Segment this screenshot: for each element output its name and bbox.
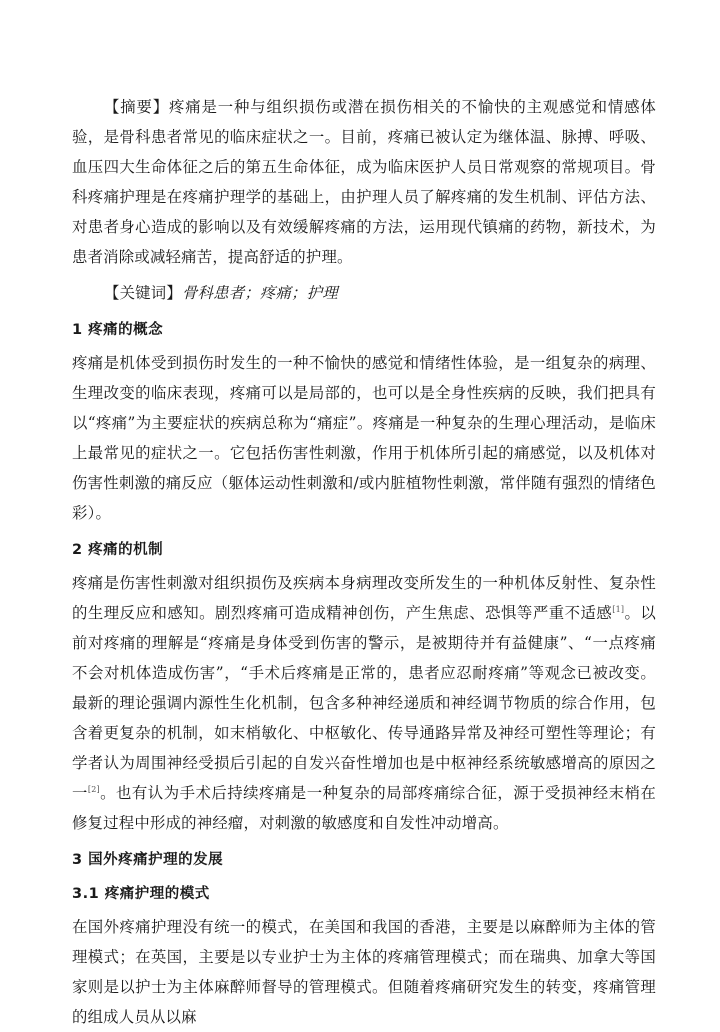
- section-3-1-heading: 3.1 疼痛护理的模式: [72, 886, 210, 902]
- section-2-paragraph: [72, 568, 656, 838]
- keywords-label: 【关键词】: [104, 284, 182, 302]
- section-3-heading: 3 国外疼痛护理的发展: [72, 852, 224, 868]
- keywords-paragraph: [72, 278, 656, 308]
- section-2-text-a: 疼痛是伤害性刺激对组织损伤及疾病本身病理改变所发生的一种机体反射性、复杂性的生理反应和感知。剧烈疼痛可造成精神创伤，产生焦虑、恐惧等严重不适感: [72, 574, 656, 622]
- document-page: [72, 92, 656, 1032]
- abstract-label: 【摘要】: [104, 98, 170, 116]
- section-2-text-c: 。也有认为手术后持续疼痛是一种复杂的局部疼痛综合征，源于受损神经末梢在修复过程中形成的神经瘤，对刺激的敏感度和自发性冲动增高。: [72, 784, 656, 832]
- section-1-heading: 1 疼痛的概念: [72, 322, 164, 338]
- citation-1: [1]: [612, 604, 625, 614]
- section-2-text-b: 。以前对疼痛的理解是“疼痛是身体受到伤害的警示，是被期待并有益健康”、“一点疼痛不会对机体造成伤害”，“手术后疼痛是正常的，患者应忍耐疼痛”等观念已被改变。最新的理论强调内源性生化机制，包含多种神经递质和神经调节物质的综合作用，包含着更复杂的机制，如末梢敏化、中枢敏化、传导通路异常及神经可塑性等理论；有学者认为周围神经受损后引起的自发兴奋性增加也是中枢神经系统敏感增高的原因之一: [72, 604, 656, 802]
- section-1-paragraph: 疼痛是机体受到损伤时发生的一种不愉快的感觉和情绪性体验，是一组复杂的病理、生理改变的临床表现，疼痛可以是局部的，也可以是全身性疾病的反映，我们把具有以“疼痛”为主要症状的疾病总称为“痛症”。疼痛是一种复杂的生理心理活动，是临床上最常见的症状之一。它包括伤害性刺激，作用于机体所引起的痛感觉，以及机体对伤害性刺激的痛反应（躯体运动性刺激和/或内脏植物性刺激，常伴随有强烈的情绪色彩）。: [72, 354, 656, 522]
- keywords-text: 骨科患者；疼痛；护理: [181, 284, 338, 302]
- section-3-1-paragraph: 在国外疼痛护理没有统一的模式，在美国和我国的香港，主要是以麻醉师为主体的管理模式；在英国，主要是以专业护士为主体的疼痛管理模式；而在瑞典、加拿大等国家则是以护士为主体麻醉师督导的管理模式。但随着疼痛研究发生的转变，疼痛管理的组成人员从以麻: [72, 918, 656, 1026]
- abstract-text: 疼痛是一种与组织损伤或潜在损伤相关的不愉快的主观感觉和情感体验，是骨科患者常见的临床症状之一。目前，疼痛已被认定为继体温、脉搏、呼吸、血压四大生命体征之后的第五生命体征，成为临床医护人员日常观察的常规项目。骨科疼痛护理是在疼痛护理学的基础上，由护理人员了解疼痛的发生机制、评估方法、对患者身心造成的影响以及有效缓解疼痛的方法，运用现代镇痛的药物，新技术，为患者消除或减轻痛苦，提高舒适的护理。: [72, 98, 656, 266]
- citation-2: [2]: [87, 784, 100, 794]
- abstract-paragraph: [72, 92, 656, 272]
- section-2-heading: 2 疼痛的机制: [72, 542, 164, 558]
